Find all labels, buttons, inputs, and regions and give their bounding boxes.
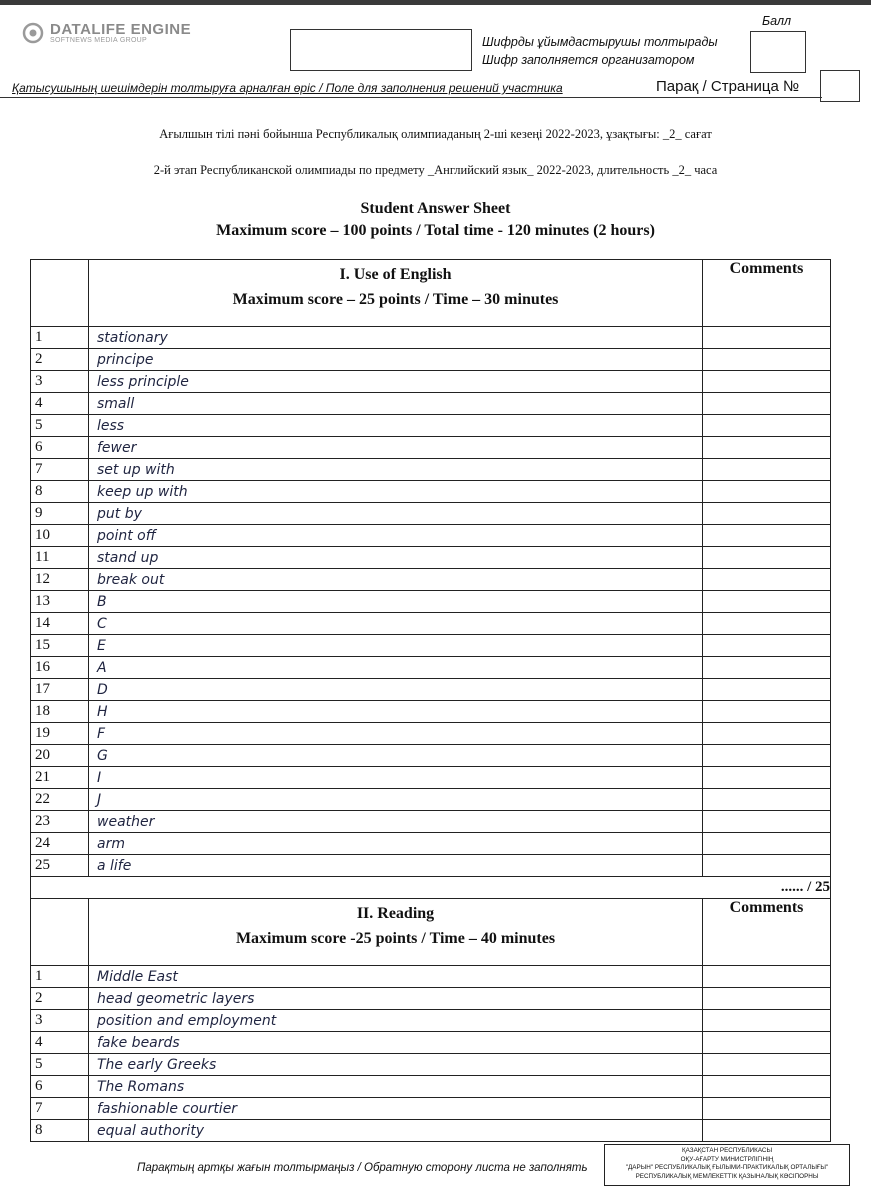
answer-row bbox=[31, 591, 831, 613]
comment-cell bbox=[703, 1076, 831, 1098]
section1-comments-header: Comments bbox=[703, 260, 831, 327]
question-number: 12 bbox=[31, 569, 89, 591]
handwritten-answer: F bbox=[89, 723, 703, 745]
question-number: 5 bbox=[31, 1054, 89, 1076]
answer-row bbox=[31, 657, 831, 679]
comment-cell bbox=[703, 547, 831, 569]
question-number: 4 bbox=[31, 1032, 89, 1054]
page-number-box bbox=[820, 70, 860, 102]
question-number: 2 bbox=[31, 349, 89, 371]
question-number: 6 bbox=[31, 437, 89, 459]
answer-row bbox=[31, 415, 831, 437]
comment-cell bbox=[703, 745, 831, 767]
answer-row bbox=[31, 855, 831, 877]
answer-row bbox=[31, 393, 831, 415]
section1-subtitle: Maximum score – 25 points / Time – 30 minutes bbox=[232, 291, 559, 308]
comment-cell bbox=[703, 1120, 831, 1142]
answer-row bbox=[31, 833, 831, 855]
question-number: 8 bbox=[31, 1120, 89, 1142]
question-number: 2 bbox=[31, 988, 89, 1010]
comment-cell bbox=[703, 789, 831, 811]
question-number: 7 bbox=[31, 1098, 89, 1120]
stamp-line: ОҚУ-АҒАРТУ МИНИСТРЛІГІНІҢ bbox=[680, 1155, 774, 1163]
sheet-title: Student Answer Sheet bbox=[360, 200, 511, 217]
organizer-note-kz: Шифрды ұйымдастырушы толтырады bbox=[482, 35, 718, 49]
comment-cell bbox=[703, 569, 831, 591]
question-number: 1 bbox=[31, 966, 89, 988]
olympiad-line-ru: 2-й этап Республиканской олимпиады по предмету _Английский язык_ 2022-2023, длительность _2_ часа bbox=[153, 163, 718, 177]
answer-field-label: Қатысушының шешімдерін толтыруға арналған өріс / Поле для заполнения решений участника bbox=[12, 81, 563, 95]
score-box bbox=[750, 31, 806, 73]
section1-score-row bbox=[31, 877, 831, 899]
handwritten-answer: J bbox=[89, 789, 703, 811]
question-number: 1 bbox=[31, 327, 89, 349]
question-number: 3 bbox=[31, 371, 89, 393]
question-number: 3 bbox=[31, 1010, 89, 1032]
handwritten-answer: keep up with bbox=[89, 481, 703, 503]
answer-row bbox=[31, 1054, 831, 1076]
handwritten-answer: principe bbox=[89, 349, 703, 371]
handwritten-answer: I bbox=[89, 767, 703, 789]
question-number: 8 bbox=[31, 481, 89, 503]
comment-cell bbox=[703, 613, 831, 635]
handwritten-answer: B bbox=[89, 591, 703, 613]
question-number: 15 bbox=[31, 635, 89, 657]
question-number: 11 bbox=[31, 547, 89, 569]
handwritten-answer: less bbox=[89, 415, 703, 437]
handwritten-answer: H bbox=[89, 701, 703, 723]
handwritten-answer: weather bbox=[89, 811, 703, 833]
question-number: 19 bbox=[31, 723, 89, 745]
handwritten-answer: The Romans bbox=[89, 1076, 703, 1098]
answer-row bbox=[31, 679, 831, 701]
comment-cell bbox=[703, 591, 831, 613]
answer-row bbox=[31, 459, 831, 481]
comment-cell bbox=[703, 657, 831, 679]
comment-cell bbox=[703, 481, 831, 503]
question-number: 23 bbox=[31, 811, 89, 833]
watermark-sub: SOFTNEWS MEDIA GROUP bbox=[50, 37, 148, 44]
comment-cell bbox=[703, 723, 831, 745]
section2-subtitle: Maximum score -25 points / Time – 40 minutes bbox=[235, 930, 556, 947]
answer-row bbox=[31, 701, 831, 723]
comment-cell bbox=[703, 393, 831, 415]
answer-row bbox=[31, 613, 831, 635]
answer-row bbox=[31, 371, 831, 393]
stamp-line: РЕСПУБЛИКАЛЫҚ МЕМЛЕКЕТТІК ҚАЗЫНАЛЫҚ КӘСІПОРНЫ bbox=[635, 1172, 819, 1180]
question-number: 21 bbox=[31, 767, 89, 789]
question-number: 4 bbox=[31, 393, 89, 415]
score-label: Балл bbox=[762, 14, 792, 28]
comment-cell bbox=[703, 1010, 831, 1032]
handwritten-answer: fashionable courtier bbox=[89, 1098, 703, 1120]
question-number: 7 bbox=[31, 459, 89, 481]
section2-title: II. Reading bbox=[356, 905, 435, 922]
answer-row bbox=[31, 1098, 831, 1120]
handwritten-answer: A bbox=[89, 657, 703, 679]
comment-cell bbox=[703, 833, 831, 855]
datalife-logo-icon bbox=[22, 22, 44, 44]
answer-row bbox=[31, 1032, 831, 1054]
comment-cell bbox=[703, 635, 831, 657]
handwritten-answer: arm bbox=[89, 833, 703, 855]
handwritten-answer: E bbox=[89, 635, 703, 657]
handwritten-answer: position and employment bbox=[89, 1010, 703, 1032]
comment-cell bbox=[703, 988, 831, 1010]
cipher-box bbox=[290, 29, 472, 71]
handwritten-answer: The early Greeks bbox=[89, 1054, 703, 1076]
comment-cell bbox=[703, 503, 831, 525]
handwritten-answer: D bbox=[89, 679, 703, 701]
answer-row bbox=[31, 767, 831, 789]
answer-row bbox=[31, 811, 831, 833]
answer-row bbox=[31, 547, 831, 569]
footer-note: Парақтың артқы жағын толтырмаңыз / Обратную сторону листа не заполнять bbox=[137, 1162, 588, 1174]
stamp-line: "ДАРЫН" РЕСПУБЛИКАЛЫҚ ҒЫЛЫМИ-ПРАКТИКАЛЫҚ ОРТАЛЫҒЫ" bbox=[625, 1164, 829, 1171]
answer-row bbox=[31, 966, 831, 988]
answer-row bbox=[31, 1120, 831, 1142]
answer-row bbox=[31, 525, 831, 547]
handwritten-answer: G bbox=[89, 745, 703, 767]
comment-cell bbox=[703, 349, 831, 371]
handwritten-answer: small bbox=[89, 393, 703, 415]
handwritten-answer: stand up bbox=[89, 547, 703, 569]
organizer-note bbox=[482, 33, 718, 69]
question-number: 20 bbox=[31, 745, 89, 767]
question-number: 24 bbox=[31, 833, 89, 855]
sheet-subtitle: Maximum score – 100 points / Total time - 120 minutes (2 hours) bbox=[216, 222, 655, 239]
comment-cell bbox=[703, 966, 831, 988]
header-divider bbox=[0, 97, 822, 98]
comment-cell bbox=[703, 525, 831, 547]
watermark-brand: DATALIFE ENGINE bbox=[50, 21, 192, 38]
comment-cell bbox=[703, 371, 831, 393]
comment-cell bbox=[703, 437, 831, 459]
answer-table bbox=[30, 259, 831, 1142]
answer-row bbox=[31, 437, 831, 459]
section2-comments-header: Comments bbox=[703, 899, 831, 966]
section2-header bbox=[31, 899, 831, 966]
handwritten-answer: put by bbox=[89, 503, 703, 525]
handwritten-answer: a life bbox=[89, 855, 703, 877]
answer-row bbox=[31, 481, 831, 503]
answer-row bbox=[31, 635, 831, 657]
question-number: 6 bbox=[31, 1076, 89, 1098]
question-number: 22 bbox=[31, 789, 89, 811]
question-number: 25 bbox=[31, 855, 89, 877]
handwritten-answer: fake beards bbox=[89, 1032, 703, 1054]
answer-row bbox=[31, 745, 831, 767]
institution-stamp bbox=[604, 1144, 850, 1186]
comment-cell bbox=[703, 327, 831, 349]
handwritten-answer: fewer bbox=[89, 437, 703, 459]
question-number: 13 bbox=[31, 591, 89, 613]
question-number: 17 bbox=[31, 679, 89, 701]
question-number: 18 bbox=[31, 701, 89, 723]
question-number: 10 bbox=[31, 525, 89, 547]
olympiad-line-kz: Ағылшын тілі пәні бойынша Республикалық олимпиаданың 2-ші кезеңі 2022-2023, ұзақтығы: _2_ сағат bbox=[159, 127, 712, 141]
comment-cell bbox=[703, 1054, 831, 1076]
section1-title: I. Use of English bbox=[339, 266, 452, 283]
section1-score: ...... / 25 bbox=[703, 877, 831, 899]
answer-row bbox=[31, 569, 831, 591]
handwritten-answer: stationary bbox=[89, 327, 703, 349]
handwritten-answer: Middle East bbox=[89, 966, 703, 988]
comment-cell bbox=[703, 767, 831, 789]
top-edge bbox=[0, 0, 871, 5]
question-number: 16 bbox=[31, 657, 89, 679]
comment-cell bbox=[703, 1032, 831, 1054]
handwritten-answer: break out bbox=[89, 569, 703, 591]
comment-cell bbox=[703, 459, 831, 481]
handwritten-answer: C bbox=[89, 613, 703, 635]
answer-row bbox=[31, 1010, 831, 1032]
stamp-line: ҚАЗАҚСТАН РЕСПУБЛИКАСЫ bbox=[681, 1147, 773, 1154]
question-number: 9 bbox=[31, 503, 89, 525]
comment-cell bbox=[703, 1098, 831, 1120]
answer-row bbox=[31, 1076, 831, 1098]
comment-cell bbox=[703, 415, 831, 437]
comment-cell bbox=[703, 811, 831, 833]
handwritten-answer: head geometric layers bbox=[89, 988, 703, 1010]
comment-cell bbox=[703, 855, 831, 877]
answer-row bbox=[31, 349, 831, 371]
organizer-note-ru: Шифр заполняется организатором bbox=[482, 53, 695, 67]
comment-cell bbox=[703, 679, 831, 701]
answer-row bbox=[31, 327, 831, 349]
question-number: 5 bbox=[31, 415, 89, 437]
handwritten-answer: point off bbox=[89, 525, 703, 547]
question-number: 14 bbox=[31, 613, 89, 635]
section1-header bbox=[31, 260, 831, 327]
page-number-label: Парақ / Страница № bbox=[656, 78, 800, 95]
answer-row bbox=[31, 503, 831, 525]
handwritten-answer: less principle bbox=[89, 371, 703, 393]
handwritten-answer: equal authority bbox=[89, 1120, 703, 1142]
handwritten-answer: set up with bbox=[89, 459, 703, 481]
answer-row bbox=[31, 723, 831, 745]
answer-row bbox=[31, 789, 831, 811]
answer-row bbox=[31, 988, 831, 1010]
comment-cell bbox=[703, 701, 831, 723]
watermark-logo bbox=[22, 22, 191, 44]
